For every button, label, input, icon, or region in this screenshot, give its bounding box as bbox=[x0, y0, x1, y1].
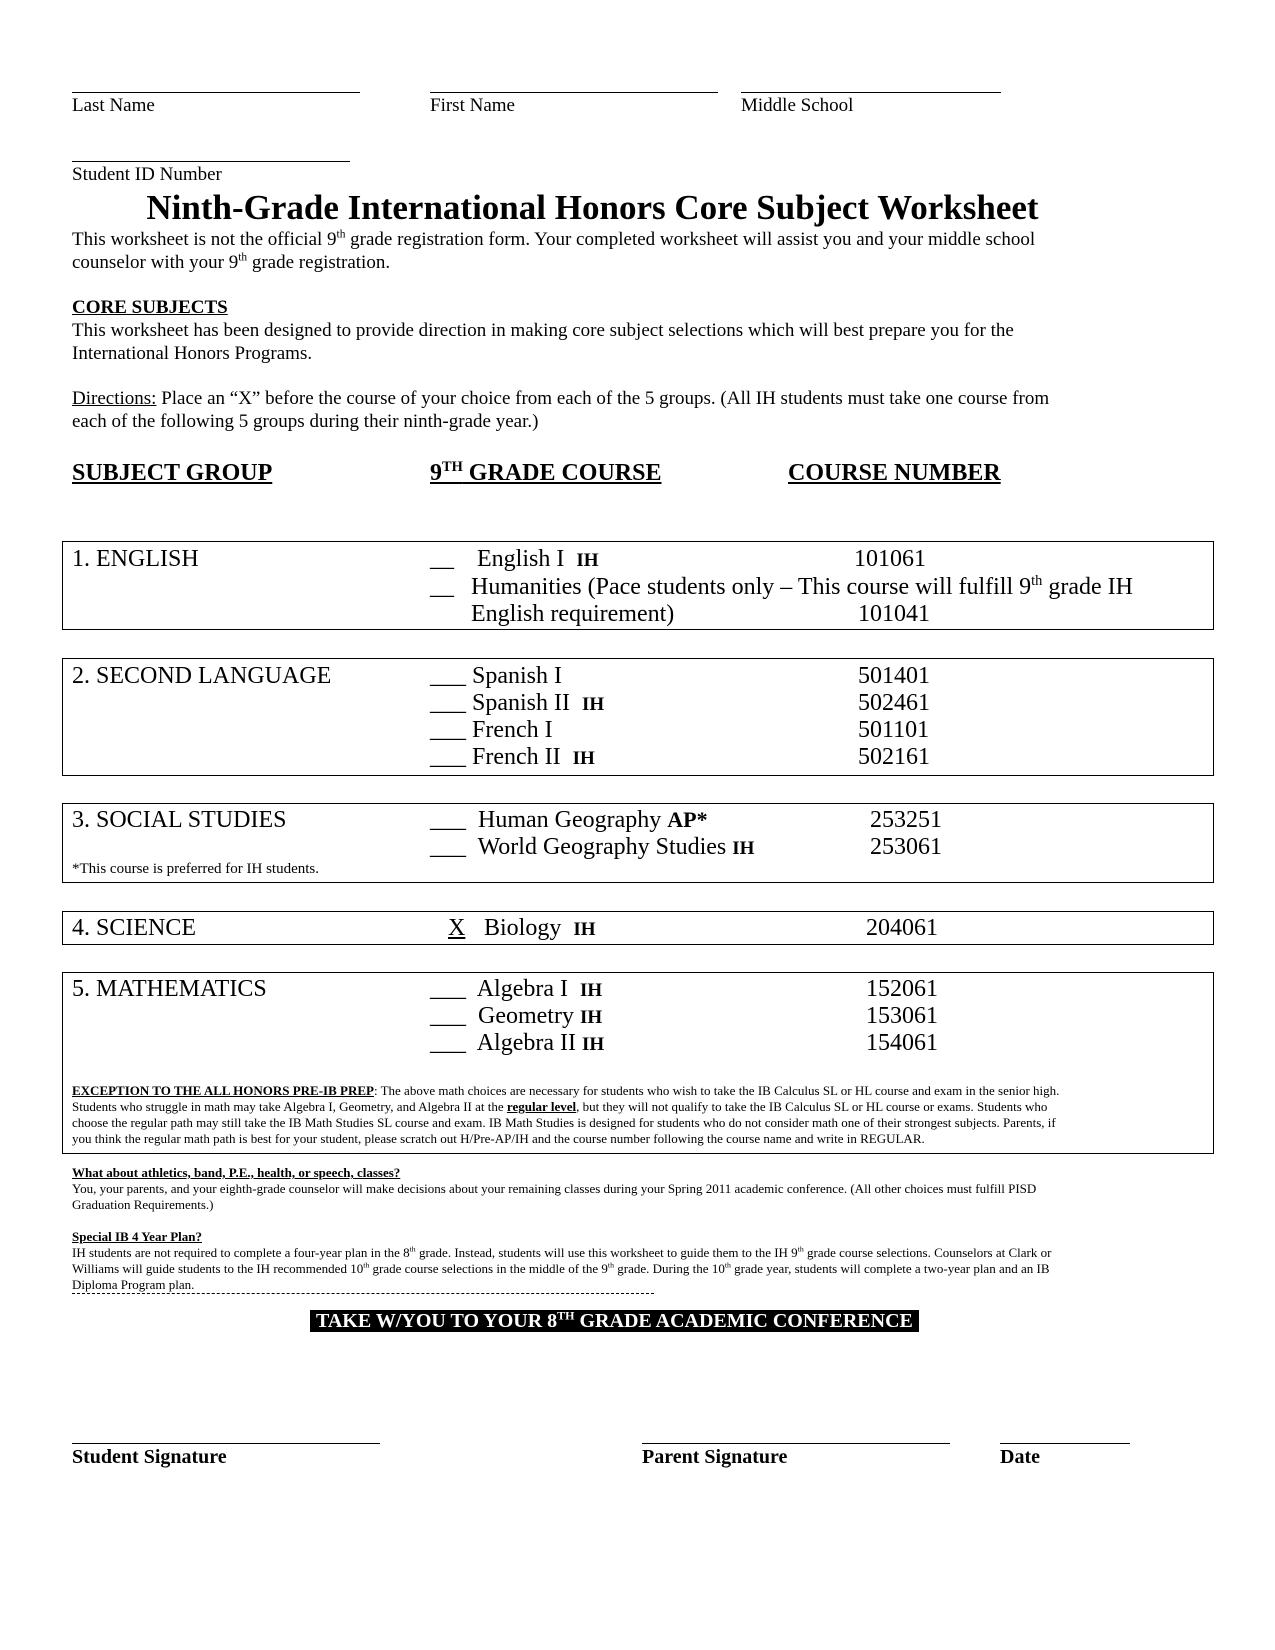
ib-plan-heading: Special IB 4 Year Plan? bbox=[72, 1229, 203, 1244]
list-item: ___ Algebra I IH 152061 bbox=[430, 976, 938, 1002]
humanities-course-line2: English requirement) bbox=[471, 601, 675, 627]
course-number: 501101 bbox=[858, 717, 930, 743]
first-name-label: First Name bbox=[430, 95, 515, 116]
humanities-blank[interactable]: __ bbox=[430, 574, 454, 600]
student-signature-label: Student Signature bbox=[72, 1446, 227, 1468]
course-blank[interactable]: ___ bbox=[430, 690, 466, 716]
list-item: ___ World Geography Studies IH 253061 bbox=[430, 834, 942, 860]
language-group-label: 2. SECOND LANGUAGE bbox=[72, 663, 332, 689]
dashed-divider bbox=[72, 1293, 654, 1294]
directions-section: Directions: Place an “X” before the course of your choice from each of the 5 groups. (All IH students must take one course from each of the following 5 groups during their ninth-grade year.) bbox=[72, 388, 1050, 432]
english-i-blank[interactable]: __ bbox=[430, 546, 454, 572]
list-item: ___ Algebra II IH 154061 bbox=[430, 1030, 938, 1056]
directions-label: Directions: bbox=[72, 388, 157, 409]
parent-signature-label: Parent Signature bbox=[642, 1446, 788, 1468]
first-name-line[interactable] bbox=[430, 92, 718, 93]
course-number: 152061 bbox=[866, 976, 938, 1002]
list-item: ___ Human Geography AP* 253251 bbox=[430, 807, 942, 833]
student-id-label: Student ID Number bbox=[72, 164, 222, 185]
english-i-number: 101061 bbox=[854, 546, 926, 572]
course-blank[interactable]: ___ bbox=[430, 807, 466, 833]
biology-number: 204061 bbox=[866, 915, 938, 941]
english-i-course: English I IH bbox=[477, 546, 599, 572]
core-subjects-section: CORE SUBJECTS This worksheet has been designed to provide direction in making core subject selections which will best prepare you for the International Honors Programs. bbox=[72, 297, 1014, 364]
course-blank[interactable]: ___ bbox=[430, 717, 466, 743]
biology-course: Biology IH bbox=[484, 915, 596, 941]
ib-plan-section: Special IB 4 Year Plan? IH students are not required to complete a four-year plan in the 8th grade. Instead, students will use this worksheet to guide them to the IH 9th grade course selections. Counselors at Clark or Williams will guide students to the IH recommended 10th grade course selections in the middle of the 9th grade. During the 10th grade year, students will complete a two-year plan and an IB Diploma Program plan. bbox=[72, 1229, 1212, 1293]
intro-paragraph: This worksheet is not the official 9th grade registration form. Your completed worksheet will assist you and your middle school counselor with your 9th grade registration. bbox=[72, 228, 1036, 273]
humanities-number: 101041 bbox=[858, 601, 930, 627]
course-number-header: COURSE NUMBER bbox=[788, 460, 1001, 486]
science-group-label: 4. SCIENCE bbox=[72, 915, 197, 941]
grade-course-header: 9TH GRADE COURSE bbox=[430, 459, 662, 486]
date-label: Date bbox=[1000, 1446, 1040, 1468]
science-group-box bbox=[62, 911, 1214, 945]
student-signature-line[interactable] bbox=[72, 1443, 380, 1444]
course-blank[interactable]: ___ bbox=[430, 976, 466, 1002]
athletics-section: What about athletics, band, P.E., health, or speech, classes? You, your parents, and your eighth-grade counselor will make decisions about your remaining classes during your Spring 2011 academic conference. (All other choices must fulfill PISD Graduation Requirements.) bbox=[72, 1165, 1212, 1213]
course-blank[interactable]: ___ bbox=[430, 663, 466, 689]
conference-banner: TAKE W/YOU TO YOUR 8TH GRADE ACADEMIC CONFERENCE bbox=[310, 1310, 919, 1332]
middle-school-label: Middle School bbox=[741, 95, 854, 116]
list-item: ___ Spanish II IH 502461 bbox=[430, 690, 930, 716]
course-number: 153061 bbox=[866, 1003, 938, 1029]
subject-group-header: SUBJECT GROUP bbox=[72, 460, 273, 486]
exception-heading: EXCEPTION TO THE ALL HONORS PRE-IB PREP bbox=[72, 1083, 374, 1098]
course-blank[interactable]: ___ bbox=[430, 744, 466, 770]
course-number: 502461 bbox=[858, 690, 930, 716]
course-blank[interactable]: ___ bbox=[430, 834, 466, 860]
language-course-list bbox=[430, 662, 990, 770]
core-subjects-heading: CORE SUBJECTS bbox=[72, 297, 228, 318]
athletics-heading: What about athletics, band, P.E., health, or speech, classes? bbox=[72, 1165, 401, 1180]
list-item: ___ Spanish I 501401 bbox=[430, 663, 930, 689]
math-exception-note: EXCEPTION TO THE ALL HONORS PRE-IB PREP: The above math choices are necessary for students who wish to take the IB Calculus SL or HL course and exam in the senior high. Students who struggle in math may take Algebra I, Geometry, and Algebra II at the regular level, but they will not qualify to take the IB Calculus SL or HL course or exams. Students who choose the regular path may still take the IB Math Studies SL course and exam. IB Math Studies is designed for students who do not consider math one of their strongest subjects. Parents, if you think the regular math path is best for your student, please scratch out H/Pre-AP/IH and the course number following the course name and write in REGULAR. bbox=[72, 1083, 1060, 1146]
math-course-list bbox=[430, 975, 990, 1056]
parent-signature-line[interactable] bbox=[642, 1443, 950, 1444]
course-number: 154061 bbox=[866, 1030, 938, 1056]
page-title: Ninth-Grade International Honors Core Subject Worksheet bbox=[146, 188, 1039, 227]
math-group-label: 5. MATHEMATICS bbox=[72, 976, 267, 1002]
last-name-line[interactable] bbox=[72, 92, 360, 93]
humanities-course: Humanities (Pace students only – This course will fulfill 9th grade IH bbox=[471, 573, 1133, 600]
list-item: ___ French I 501101 bbox=[430, 717, 930, 743]
course-number: 253061 bbox=[870, 834, 942, 860]
biology-mark[interactable]: X bbox=[448, 915, 466, 941]
course-number: 253251 bbox=[870, 807, 942, 833]
middle-school-line[interactable] bbox=[741, 92, 1001, 93]
course-number: 502161 bbox=[858, 744, 930, 770]
course-number: 501401 bbox=[858, 663, 930, 689]
social-studies-note: *This course is preferred for IH students. bbox=[72, 861, 320, 877]
last-name-label: Last Name bbox=[72, 95, 155, 116]
student-id-line[interactable] bbox=[72, 161, 350, 162]
course-blank[interactable]: ___ bbox=[430, 1030, 466, 1056]
social-studies-group-label: 3. SOCIAL STUDIES bbox=[72, 807, 287, 833]
list-item: ___ French II IH 502161 bbox=[430, 744, 930, 770]
english-group-label: 1. ENGLISH bbox=[72, 546, 199, 572]
social-course-list bbox=[430, 806, 990, 860]
course-blank[interactable]: ___ bbox=[430, 1003, 466, 1029]
date-line[interactable] bbox=[1000, 1443, 1130, 1444]
list-item: ___ Geometry IH 153061 bbox=[430, 1003, 938, 1029]
